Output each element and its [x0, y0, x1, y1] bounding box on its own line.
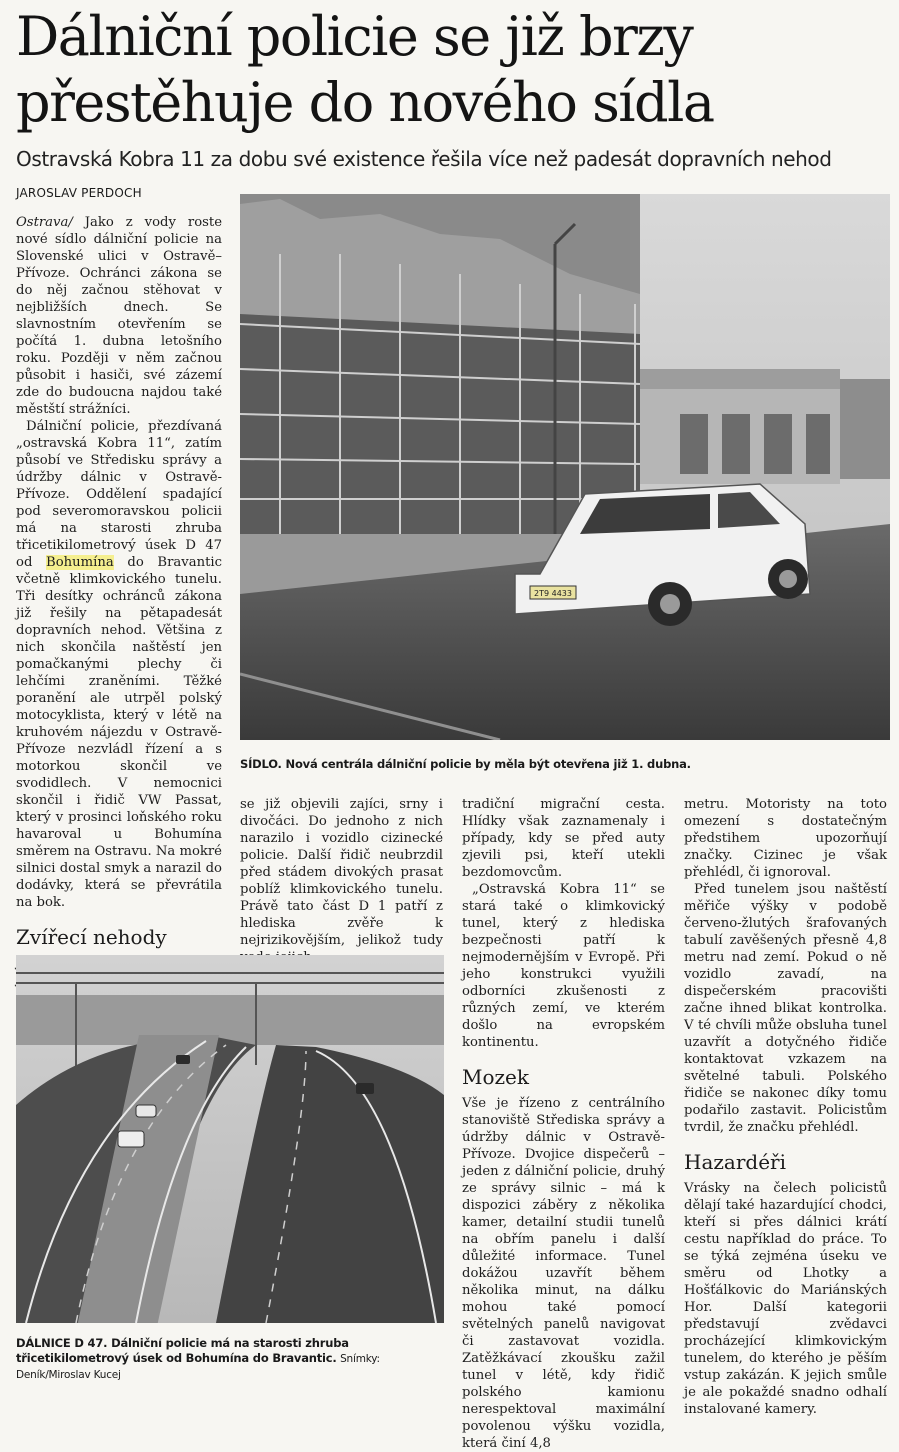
building-illustration [240, 194, 890, 740]
column-1 [16, 214, 222, 1006]
paragraph: „Ostravská Kobra 11“ se stará také o klimkovický tunel, který z hlediska bezpečnosti patří k nejmodernějším v Evropě. Při jeho konstrukci využili odborníci zkušenosti z různých zemí, ve kterém došlo na evropském kontinentu. [462, 882, 665, 1050]
highway-illustration [16, 955, 444, 1323]
paragraph: Vrásky na čelech policistů dělají také hazardující chodci, kteří si přes dálnici krátí cestu například do práce. To se týká zejména úseku ve směru od Lhotky a Hošťálkovic do Mariánských Hor. Další kategorii představují zvědavci procházející klimkovickým tunelem, do kterého je pěším vstup zakázán. K jejich smůle je ale pokaždé snadno odhalí instalované kamery. [684, 1181, 887, 1417]
paragraph [16, 418, 222, 911]
section-heading: Zvířecí nehody [16, 925, 167, 949]
subheadline: Ostravská Kobra 11 za dobu své existence řešila více než padesát dopravních nehod [16, 147, 832, 171]
photo-highway [16, 955, 444, 1323]
paragraph: tradiční migrační cesta. Hlídky však zaznamenaly i případy, kdy se před auty zjevili psi, kteří utekli bezdomovcům. [462, 797, 665, 880]
section-heading: Mozek [462, 1065, 530, 1089]
license-plate: 2T9 4433 [534, 589, 572, 598]
paragraph-text: do Bravantic včetně klimkovického tunelu. Tři desítky ochránců zákona již řešily na pětapadesát dopravních nehod. Většina z nich skončila naštěstí jen pomačkanými plechy či lehčími zraněními. Těžké poranění ale utrpěl polský motocyklista, který v létě na kruhovém nájezdu v Ostravě-Přívoze nezvládl řízení a s motorkou skončil ve svodidlech. V nemocnici skončil i řidič VW Passat, který v prosinci loňského roku havaroval u Bohumína směrem na Ostravu. Na mokré silnici dostal smyk a narazil do dodávky, která se převrátila na bok. [16, 555, 222, 910]
photo-caption-2 [16, 1336, 446, 1383]
paragraph: se již objevili zajíci, srny i divočáci. Do jednoho z nich narazilo i vozidlo cizinecké policie. Další řidič neubrzdil před stádem divokých prasat poblíž klimkovického tunelu. Právě tato část D 1 patří z hlediska zvěře k nejrizikovějším, jelikož tudy [240, 797, 443, 948]
highlighted-word: Bohumína [46, 555, 114, 570]
caption-text: Nová centrála dálniční policie by měla být otevřena již 1. dubna. [281, 757, 691, 771]
caption-label: DÁLNICE D 47. [16, 1336, 108, 1350]
caption-label: SÍDLO. [240, 757, 282, 771]
paragraph-text: Dálniční policie, přezdívaná „ostravská Kobra 11“, zatím působí ve Středisku správy a údržby dálnic v Ostravě-Přívoze. Oddělení spadající pod severomoravskou policii má na starosti zhruba třicetikilometrový úsek D 47 od [16, 419, 222, 570]
paragraph [16, 214, 222, 418]
section-heading: Hazardéři [684, 1150, 786, 1174]
headline-line-1: Dálniční policie se již brzy [16, 5, 693, 68]
photo-credit: Snímky: Deník/Miroslav Kucej [16, 1353, 380, 1381]
paragraph: Vše je řízeno z centrálního stanoviště Střediska správy a údržby dálnic v Ostravě-Přívoze. Dvojice dispečerů – jeden z dálniční policie, druhý ze správy silnic – má k dispozici záběry z několika kamer, detailní studii tunelů na obřím panelu i další důležité informace. Tunel dokážou uzavřít během několika minut, na dálku mohou také pomocí světelných panelů navigovat či zastavovat vozidla. Zatěžkávací zkoušku zažil tunel v létě, kdy řidič polského kamionu nerespektoval maximální povolenou výšku vozidla, která činí 4,8 [462, 1096, 665, 1451]
column-3 [462, 796, 665, 1452]
photo-caption-1 [240, 757, 890, 772]
photo-building [240, 194, 890, 740]
column-4 [684, 796, 887, 1418]
paragraph-text: Jako z vody roste nové sídlo dálniční policie na Slovenské ulici v Ostravě–Přívoze. Ochránci zákona se do něj začnou stěhovat v nejbližších dnech. Se slavnostním otevřením se počítá 1. dubna letošního roku. Později v něm začnou působit i hasiči, své zázemí zde do budoucna najdou také městští strážníci. [16, 215, 223, 417]
headline [16, 4, 886, 136]
dateline-place: Ostrava/ [16, 215, 73, 230]
caption-text: Dálniční policie má na starosti zhruba třicetikilometrový úsek od Bohumína do Bravantic. [16, 1336, 349, 1365]
byline: JAROSLAV PERDOCH [16, 186, 142, 200]
headline-line-2: přestěhuje do nového sídla [16, 71, 714, 134]
column-2 [240, 796, 443, 966]
paragraph: metru. Motoristy na toto omezení s dostatečným předstihem upozorňují značky. Cizinec je však přehlédl, či ignoroval. [684, 797, 887, 880]
paragraph: Před tunelem jsou naštěstí měřiče výšky v podobě červeno-žlutých šrafovaných tabulí zavěšených přesně 4,8 metru nad zemí. Pokud o ně vozidlo zavadí, na dispečerském pracovišti začne ihned blikat kontrolka. V té chvíli může obsluha tunel uzavřít a dotyčného řidiče kontaktovat vzkazem na světelné tabuli. Polského řidiče se nakonec díky tomu podařilo zastavit. Policistům tvrdil, že značku přehlédl. [684, 882, 887, 1135]
